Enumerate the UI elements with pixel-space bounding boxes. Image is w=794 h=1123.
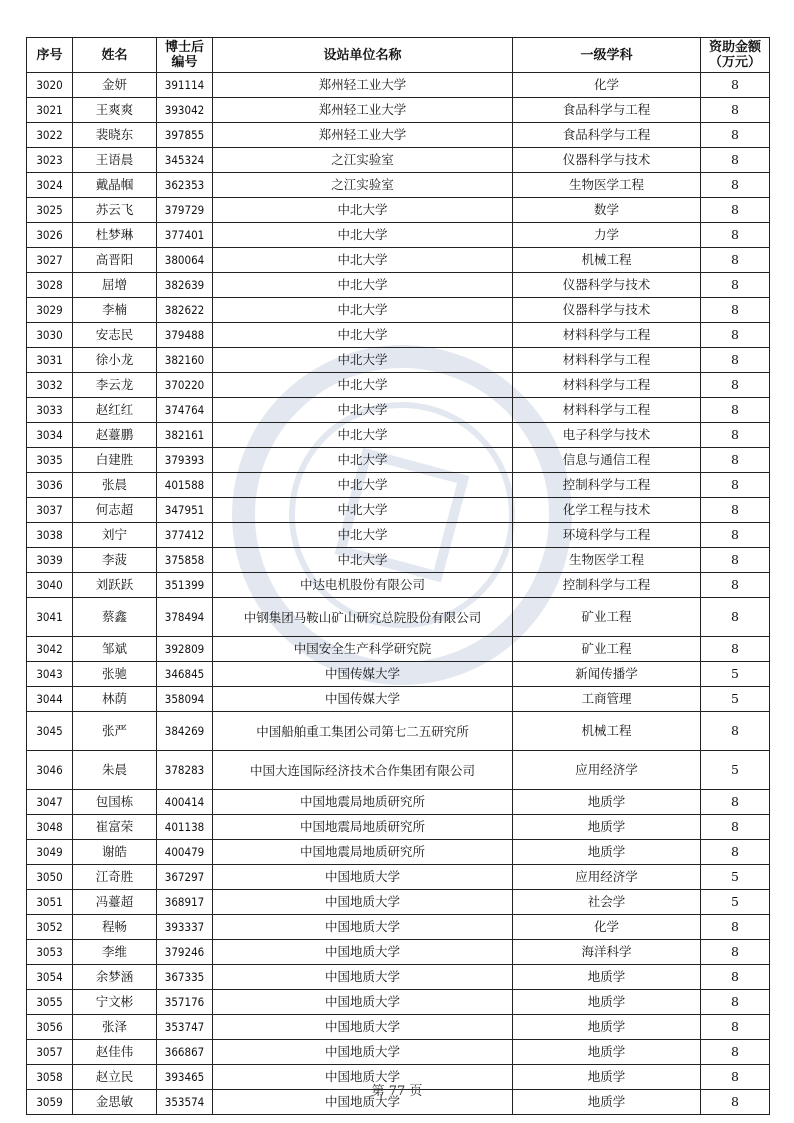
cell-institution: 中国地质大学 (213, 940, 513, 965)
cell-name: 张严 (73, 712, 157, 751)
cell-discipline: 生物医学工程 (513, 173, 701, 198)
cell-institution: 之江实验室 (213, 173, 513, 198)
table-row (27, 448, 770, 473)
cell-name: 高晋阳 (73, 248, 157, 273)
cell-discipline: 应用经济学 (513, 865, 701, 890)
cell-index: 3040 (27, 573, 73, 598)
cell-institution: 中国安全生产科学研究院 (213, 637, 513, 662)
cell-institution: 中国传媒大学 (213, 662, 513, 687)
cell-name: 苏云飞 (73, 198, 157, 223)
cell-index: 3027 (27, 248, 73, 273)
cell-funding-amount: 8 (701, 1090, 770, 1115)
cell-postdoc-id: 401588 (157, 473, 213, 498)
cell-postdoc-id: 378283 (157, 751, 213, 790)
cell-index: 3028 (27, 273, 73, 298)
cell-funding-amount: 8 (701, 373, 770, 398)
table-row (27, 523, 770, 548)
cell-discipline: 材料科学与工程 (513, 373, 701, 398)
cell-funding-amount: 8 (701, 248, 770, 273)
cell-funding-amount: 8 (701, 598, 770, 637)
table-row (27, 548, 770, 573)
cell-name: 杜梦琳 (73, 223, 157, 248)
cell-name: 李维 (73, 940, 157, 965)
cell-institution: 中北大学 (213, 473, 513, 498)
cell-index: 3058 (27, 1065, 73, 1090)
cell-index: 3045 (27, 712, 73, 751)
cell-index: 3055 (27, 990, 73, 1015)
cell-funding-amount: 8 (701, 915, 770, 940)
cell-funding-amount: 8 (701, 573, 770, 598)
table-row (27, 123, 770, 148)
table-row (27, 990, 770, 1015)
cell-index: 3041 (27, 598, 73, 637)
cell-index: 3021 (27, 98, 73, 123)
cell-name: 屈增 (73, 273, 157, 298)
cell-name: 裴晓东 (73, 123, 157, 148)
cell-institution: 中国地质大学 (213, 865, 513, 890)
cell-postdoc-id: 393465 (157, 1065, 213, 1090)
cell-institution: 中国传媒大学 (213, 687, 513, 712)
cell-index: 3057 (27, 1040, 73, 1065)
cell-index: 3050 (27, 865, 73, 890)
cell-index: 3025 (27, 198, 73, 223)
cell-discipline: 生物医学工程 (513, 548, 701, 573)
cell-discipline: 控制科学与工程 (513, 473, 701, 498)
cell-name: 赵红红 (73, 398, 157, 423)
cell-name: 谢皓 (73, 840, 157, 865)
cell-institution: 郑州轻工业大学 (213, 123, 513, 148)
table-row (27, 1015, 770, 1040)
cell-index: 3032 (27, 373, 73, 398)
table-row (27, 373, 770, 398)
cell-funding-amount: 8 (701, 348, 770, 373)
table-row (27, 865, 770, 890)
cell-name: 朱晨 (73, 751, 157, 790)
cell-name: 王语晨 (73, 148, 157, 173)
cell-postdoc-id: 375858 (157, 548, 213, 573)
cell-name: 徐小龙 (73, 348, 157, 373)
cell-index: 3053 (27, 940, 73, 965)
cell-institution: 中北大学 (213, 548, 513, 573)
cell-funding-amount: 8 (701, 523, 770, 548)
cell-index: 3024 (27, 173, 73, 198)
cell-postdoc-id: 382639 (157, 273, 213, 298)
header-institution: 设站单位名称 (213, 38, 513, 73)
cell-index: 3059 (27, 1090, 73, 1115)
cell-institution: 郑州轻工业大学 (213, 98, 513, 123)
cell-index: 3056 (27, 1015, 73, 1040)
funding-table (26, 37, 770, 1115)
cell-postdoc-id: 358094 (157, 687, 213, 712)
cell-discipline: 食品科学与工程 (513, 123, 701, 148)
table-row (27, 348, 770, 373)
table-row (27, 223, 770, 248)
cell-institution: 中国地质大学 (213, 965, 513, 990)
table-row (27, 473, 770, 498)
cell-name: 安志民 (73, 323, 157, 348)
cell-discipline: 地质学 (513, 1015, 701, 1040)
cell-index: 3029 (27, 298, 73, 323)
cell-funding-amount: 8 (701, 423, 770, 448)
cell-funding-amount: 8 (701, 448, 770, 473)
cell-discipline: 力学 (513, 223, 701, 248)
cell-postdoc-id: 353747 (157, 1015, 213, 1040)
header-postdoc-id: 博士后编号 (157, 38, 213, 73)
cell-institution: 中国地质大学 (213, 1065, 513, 1090)
cell-discipline: 地质学 (513, 815, 701, 840)
cell-discipline: 地质学 (513, 790, 701, 815)
cell-postdoc-id: 393042 (157, 98, 213, 123)
cell-funding-amount: 8 (701, 1015, 770, 1040)
cell-funding-amount: 8 (701, 73, 770, 98)
cell-name: 戴晶帼 (73, 173, 157, 198)
cell-funding-amount: 5 (701, 865, 770, 890)
cell-postdoc-id: 374764 (157, 398, 213, 423)
cell-discipline: 电子科学与技术 (513, 423, 701, 448)
cell-name: 张驰 (73, 662, 157, 687)
cell-discipline: 地质学 (513, 1090, 701, 1115)
table-row (27, 73, 770, 98)
cell-institution: 中北大学 (213, 348, 513, 373)
cell-name: 江奇胜 (73, 865, 157, 890)
cell-discipline: 化学 (513, 915, 701, 940)
cell-name: 何志超 (73, 498, 157, 523)
cell-funding-amount: 8 (701, 273, 770, 298)
cell-funding-amount: 8 (701, 990, 770, 1015)
cell-funding-amount: 5 (701, 890, 770, 915)
cell-discipline: 机械工程 (513, 248, 701, 273)
cell-funding-amount: 8 (701, 790, 770, 815)
cell-postdoc-id: 382160 (157, 348, 213, 373)
cell-funding-amount: 8 (701, 1040, 770, 1065)
cell-discipline: 社会学 (513, 890, 701, 915)
cell-name: 赵薹鹏 (73, 423, 157, 448)
cell-institution: 中北大学 (213, 248, 513, 273)
table-row (27, 573, 770, 598)
cell-funding-amount: 8 (701, 173, 770, 198)
cell-postdoc-id: 377401 (157, 223, 213, 248)
cell-postdoc-id: 382622 (157, 298, 213, 323)
cell-index: 3031 (27, 348, 73, 373)
cell-name: 邹斌 (73, 637, 157, 662)
cell-postdoc-id: 384269 (157, 712, 213, 751)
cell-index: 3037 (27, 498, 73, 523)
cell-funding-amount: 8 (701, 98, 770, 123)
cell-name: 包国栋 (73, 790, 157, 815)
cell-name: 金思敏 (73, 1090, 157, 1115)
cell-name: 张泽 (73, 1015, 157, 1040)
cell-discipline: 工商管理 (513, 687, 701, 712)
cell-postdoc-id: 366867 (157, 1040, 213, 1065)
table-row (27, 790, 770, 815)
cell-funding-amount: 8 (701, 473, 770, 498)
cell-discipline: 矿业工程 (513, 598, 701, 637)
cell-discipline: 矿业工程 (513, 637, 701, 662)
cell-institution: 中国地质大学 (213, 1040, 513, 1065)
table-row (27, 598, 770, 637)
table-row (27, 1040, 770, 1065)
cell-funding-amount: 8 (701, 1065, 770, 1090)
cell-name: 李云龙 (73, 373, 157, 398)
cell-institution: 中北大学 (213, 273, 513, 298)
cell-index: 3048 (27, 815, 73, 840)
cell-index: 3042 (27, 637, 73, 662)
cell-institution: 中北大学 (213, 223, 513, 248)
cell-index: 3036 (27, 473, 73, 498)
cell-institution: 中钢集团马鞍山矿山研究总院股份有限公司 (213, 598, 513, 637)
cell-funding-amount: 8 (701, 223, 770, 248)
table-row (27, 398, 770, 423)
table-row (27, 98, 770, 123)
cell-discipline: 材料科学与工程 (513, 323, 701, 348)
cell-name: 冯薹超 (73, 890, 157, 915)
cell-postdoc-id: 357176 (157, 990, 213, 1015)
table-row (27, 273, 770, 298)
cell-discipline: 新闻传播学 (513, 662, 701, 687)
cell-institution: 中北大学 (213, 198, 513, 223)
table-row (27, 637, 770, 662)
cell-postdoc-id: 400414 (157, 790, 213, 815)
cell-name: 余梦涵 (73, 965, 157, 990)
cell-name: 张晨 (73, 473, 157, 498)
cell-institution: 中北大学 (213, 323, 513, 348)
cell-institution: 中国地震局地质研究所 (213, 815, 513, 840)
cell-discipline: 食品科学与工程 (513, 98, 701, 123)
table-row (27, 148, 770, 173)
cell-discipline: 地质学 (513, 1065, 701, 1090)
table-row (27, 687, 770, 712)
table-row (27, 915, 770, 940)
table-header-row (27, 38, 770, 73)
cell-name: 刘宁 (73, 523, 157, 548)
cell-postdoc-id: 377412 (157, 523, 213, 548)
cell-postdoc-id: 380064 (157, 248, 213, 273)
page-number: 第 77 页 (371, 1084, 423, 1099)
cell-discipline: 地质学 (513, 965, 701, 990)
table-row (27, 751, 770, 790)
cell-index: 3020 (27, 73, 73, 98)
cell-funding-amount: 5 (701, 687, 770, 712)
cell-funding-amount: 8 (701, 840, 770, 865)
cell-name: 金妍 (73, 73, 157, 98)
cell-name: 宁文彬 (73, 990, 157, 1015)
cell-index: 3035 (27, 448, 73, 473)
cell-index: 3033 (27, 398, 73, 423)
cell-funding-amount: 8 (701, 298, 770, 323)
cell-index: 3052 (27, 915, 73, 940)
table-row (27, 323, 770, 348)
cell-name: 林荫 (73, 687, 157, 712)
cell-institution: 中国地质大学 (213, 1015, 513, 1040)
cell-postdoc-id: 353574 (157, 1090, 213, 1115)
cell-discipline: 信息与通信工程 (513, 448, 701, 473)
cell-discipline: 仪器科学与技术 (513, 148, 701, 173)
cell-discipline: 机械工程 (513, 712, 701, 751)
cell-institution: 中国地质大学 (213, 915, 513, 940)
cell-name: 李楠 (73, 298, 157, 323)
cell-funding-amount: 5 (701, 662, 770, 687)
cell-institution: 中北大学 (213, 398, 513, 423)
cell-index: 3023 (27, 148, 73, 173)
cell-postdoc-id: 379246 (157, 940, 213, 965)
cell-discipline: 材料科学与工程 (513, 348, 701, 373)
cell-funding-amount: 8 (701, 940, 770, 965)
cell-index: 3047 (27, 790, 73, 815)
cell-name: 李菠 (73, 548, 157, 573)
table-row (27, 298, 770, 323)
table-row (27, 712, 770, 751)
cell-discipline: 仪器科学与技术 (513, 298, 701, 323)
cell-funding-amount: 8 (701, 637, 770, 662)
cell-institution: 中达电机股份有限公司 (213, 573, 513, 598)
cell-institution: 中国地震局地质研究所 (213, 840, 513, 865)
header-name: 姓名 (73, 38, 157, 73)
cell-institution: 中北大学 (213, 298, 513, 323)
table-row (27, 840, 770, 865)
cell-institution: 中北大学 (213, 373, 513, 398)
cell-postdoc-id: 382161 (157, 423, 213, 448)
cell-postdoc-id: 368917 (157, 890, 213, 915)
cell-postdoc-id: 392809 (157, 637, 213, 662)
cell-index: 3049 (27, 840, 73, 865)
cell-postdoc-id: 401138 (157, 815, 213, 840)
cell-name: 蔡鑫 (73, 598, 157, 637)
cell-name: 崔富荣 (73, 815, 157, 840)
cell-institution: 中北大学 (213, 523, 513, 548)
cell-discipline: 应用经济学 (513, 751, 701, 790)
cell-institution: 中国地质大学 (213, 890, 513, 915)
table-row (27, 173, 770, 198)
cell-postdoc-id: 397855 (157, 123, 213, 148)
cell-postdoc-id: 379729 (157, 198, 213, 223)
table-row (27, 965, 770, 990)
cell-postdoc-id: 393337 (157, 915, 213, 940)
cell-discipline: 地质学 (513, 990, 701, 1015)
cell-discipline: 海洋科学 (513, 940, 701, 965)
cell-funding-amount: 8 (701, 198, 770, 223)
cell-discipline: 控制科学与工程 (513, 573, 701, 598)
cell-index: 3054 (27, 965, 73, 990)
header-funding-amount: 资助金额（万元） (701, 38, 770, 73)
cell-discipline: 化学工程与技术 (513, 498, 701, 523)
cell-discipline: 数学 (513, 198, 701, 223)
cell-name: 程畅 (73, 915, 157, 940)
cell-index: 3026 (27, 223, 73, 248)
cell-postdoc-id: 346845 (157, 662, 213, 687)
cell-postdoc-id: 367335 (157, 965, 213, 990)
cell-institution: 中国大连国际经济技术合作集团有限公司 (213, 751, 513, 790)
table-row (27, 498, 770, 523)
cell-postdoc-id: 345324 (157, 148, 213, 173)
cell-name: 赵佳伟 (73, 1040, 157, 1065)
cell-funding-amount: 8 (701, 815, 770, 840)
cell-index: 3039 (27, 548, 73, 573)
cell-funding-amount: 8 (701, 123, 770, 148)
cell-institution: 之江实验室 (213, 148, 513, 173)
cell-institution: 中北大学 (213, 498, 513, 523)
table-row (27, 423, 770, 448)
cell-institution: 中北大学 (213, 448, 513, 473)
cell-institution: 中国地质大学 (213, 990, 513, 1015)
cell-postdoc-id: 370220 (157, 373, 213, 398)
cell-postdoc-id: 347951 (157, 498, 213, 523)
cell-name: 刘跃跃 (73, 573, 157, 598)
table-row (27, 248, 770, 273)
cell-discipline: 地质学 (513, 1040, 701, 1065)
table-row (27, 940, 770, 965)
cell-postdoc-id: 378494 (157, 598, 213, 637)
table-row (27, 198, 770, 223)
cell-index: 3034 (27, 423, 73, 448)
cell-institution: 中国船舶重工集团公司第七二五研究所 (213, 712, 513, 751)
cell-funding-amount: 8 (701, 548, 770, 573)
table-row (27, 890, 770, 915)
cell-discipline: 化学 (513, 73, 701, 98)
cell-index: 3022 (27, 123, 73, 148)
cell-institution: 中国地质大学 (213, 1090, 513, 1115)
header-discipline: 一级学科 (513, 38, 701, 73)
cell-funding-amount: 8 (701, 965, 770, 990)
table-row (27, 662, 770, 687)
cell-postdoc-id: 391114 (157, 73, 213, 98)
cell-index: 3030 (27, 323, 73, 348)
cell-index: 3043 (27, 662, 73, 687)
cell-funding-amount: 8 (701, 323, 770, 348)
cell-name: 白建胜 (73, 448, 157, 473)
cell-index: 3038 (27, 523, 73, 548)
cell-postdoc-id: 400479 (157, 840, 213, 865)
cell-institution: 中北大学 (213, 423, 513, 448)
cell-discipline: 仪器科学与技术 (513, 273, 701, 298)
cell-institution: 郑州轻工业大学 (213, 73, 513, 98)
cell-funding-amount: 8 (701, 498, 770, 523)
cell-postdoc-id: 379393 (157, 448, 213, 473)
cell-discipline: 环境科学与工程 (513, 523, 701, 548)
cell-name: 赵立民 (73, 1065, 157, 1090)
table-row (27, 815, 770, 840)
cell-institution: 中国地震局地质研究所 (213, 790, 513, 815)
cell-index: 3051 (27, 890, 73, 915)
cell-postdoc-id: 367297 (157, 865, 213, 890)
cell-discipline: 地质学 (513, 840, 701, 865)
cell-name: 王爽爽 (73, 98, 157, 123)
cell-funding-amount: 8 (701, 148, 770, 173)
cell-index: 3046 (27, 751, 73, 790)
header-index: 序号 (27, 38, 73, 73)
cell-postdoc-id: 362353 (157, 173, 213, 198)
cell-funding-amount: 5 (701, 751, 770, 790)
cell-postdoc-id: 379488 (157, 323, 213, 348)
cell-postdoc-id: 351399 (157, 573, 213, 598)
cell-funding-amount: 8 (701, 712, 770, 751)
cell-discipline: 材料科学与工程 (513, 398, 701, 423)
cell-funding-amount: 8 (701, 398, 770, 423)
cell-index: 3044 (27, 687, 73, 712)
